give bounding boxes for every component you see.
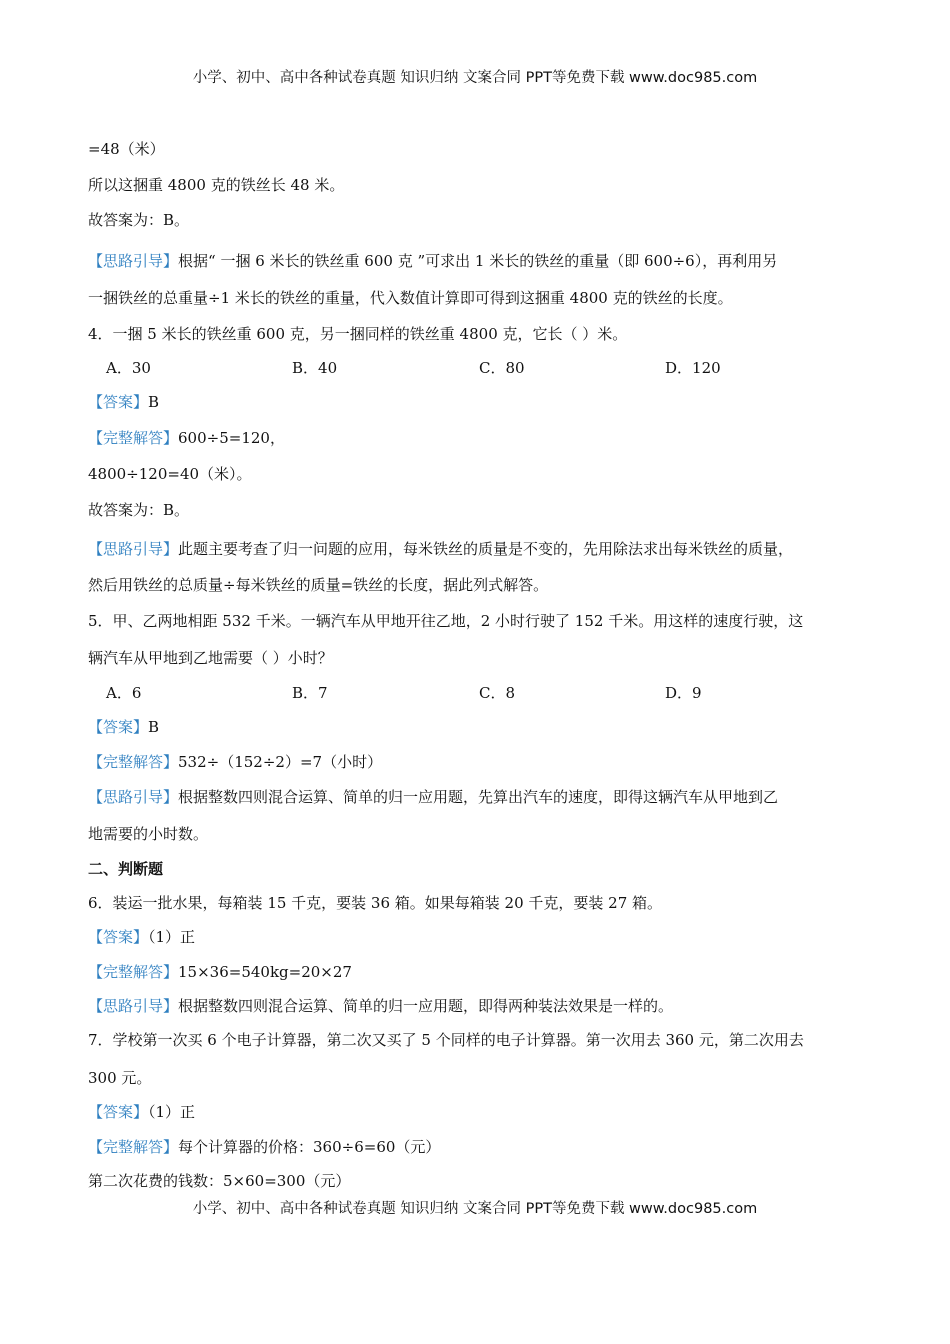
q4-hint-line-1 bbox=[88, 538, 793, 559]
page-header: 小学、初中、高中各种试卷真题 知识归纳 文案合同 PPT等免费下载 www.doc985.com bbox=[192, 70, 758, 86]
q6-hint-text-1: 根据整数四则混合运算、简单的归一应用题，即得两种装法效果是一样的。 bbox=[178, 997, 674, 1015]
q6-solution-text-1: 15×36=540kg=20×27 bbox=[178, 963, 352, 981]
q4-option-a: A．30 bbox=[106, 359, 151, 377]
q7-solution-line-1 bbox=[88, 1136, 440, 1157]
q7-solution-text-1: 每个计算器的价格：360÷6=60（元） bbox=[178, 1138, 441, 1156]
prev-hint-text-1: 根据“ 一捆 6 米长的铁丝重 600 克 ”可求出 1 米长的铁丝的重量（即 600÷6），再利用另 bbox=[178, 252, 778, 270]
q5-answer-value: B bbox=[148, 718, 160, 736]
q4-hint-text-1: 此题主要考查了归一问题的应用，每米铁丝的质量是不变的，先用除法求出每米铁丝的质量， bbox=[178, 540, 794, 558]
q7-solution-line-2: 第二次花费的钱数：5×60=300（元） bbox=[88, 1172, 351, 1190]
q5-stem-line-2: 辆汽车从甲地到乙地需要（ ）小时？ bbox=[88, 649, 333, 667]
q5-option-d: D．9 bbox=[665, 684, 702, 702]
hint-tag: 【思路引导】 bbox=[88, 997, 179, 1015]
q7-stem-line-2: 300 元。 bbox=[88, 1069, 152, 1087]
q5-option-a: A．6 bbox=[106, 684, 142, 702]
prev-hint-line-1 bbox=[88, 250, 777, 271]
q4-option-b: B．40 bbox=[292, 359, 338, 377]
q4-option-d: D．120 bbox=[665, 359, 721, 377]
prev-conclusion: 所以这捆重 4800 克的铁丝长 48 米。 bbox=[88, 176, 345, 194]
q4-solution-line-1 bbox=[88, 427, 285, 448]
q4-hint-line-2: 然后用铁丝的总质量÷每米铁丝的质量=铁丝的长度，据此列式解答。 bbox=[88, 576, 549, 594]
q6-answer bbox=[88, 926, 195, 947]
q4-solution-line-3: 故答案为：B。 bbox=[88, 501, 190, 519]
q5-answer bbox=[88, 716, 159, 737]
q4-answer-value: B bbox=[148, 393, 160, 411]
q5-option-c: C．8 bbox=[479, 684, 516, 702]
hint-tag: 【思路引导】 bbox=[88, 252, 179, 270]
q5-hint-line-2: 地需要的小时数。 bbox=[88, 825, 209, 843]
answer-tag: 【答案】 bbox=[88, 1103, 149, 1121]
solution-tag: 【完整解答】 bbox=[88, 1138, 179, 1156]
q5-solution-line-1 bbox=[88, 751, 382, 772]
q6-hint-line-1 bbox=[88, 995, 673, 1016]
q6-solution-line-1 bbox=[88, 961, 352, 982]
page-footer: 小学、初中、高中各种试卷真题 知识归纳 文案合同 PPT等免费下载 www.doc985.com bbox=[192, 1201, 758, 1217]
q4-answer bbox=[88, 391, 159, 412]
prev-answer-statement: 故答案为：B。 bbox=[88, 211, 190, 229]
prev-hint-line-2: 一捆铁丝的总重量÷1 米长的铁丝的重量，代入数值计算即可得到这捆重 4800 克的铁丝的长度。 bbox=[88, 289, 733, 307]
q4-option-c: C．80 bbox=[479, 359, 525, 377]
answer-tag: 【答案】 bbox=[88, 393, 149, 411]
q5-option-b: B．7 bbox=[292, 684, 328, 702]
hint-tag: 【思路引导】 bbox=[88, 788, 179, 806]
q5-hint-line-1 bbox=[88, 786, 778, 807]
q7-answer-value: （1）正 bbox=[148, 1103, 196, 1121]
q4-solution-line-2: 4800÷120=40（米）。 bbox=[88, 465, 252, 483]
q4-stem: 4．一捆 5 米长的铁丝重 600 克，另一捆同样的铁丝重 4800 克，它长（ ）米。 bbox=[88, 325, 628, 343]
solution-tag: 【完整解答】 bbox=[88, 963, 179, 981]
q5-hint-text-1: 根据整数四则混合运算、简单的归一应用题，先算出汽车的速度，即得这辆汽车从甲地到乙 bbox=[178, 788, 779, 806]
prev-calc-line: =48（米） bbox=[88, 140, 165, 158]
section-title: 二、判断题 bbox=[88, 860, 164, 878]
answer-tag: 【答案】 bbox=[88, 928, 149, 946]
q5-stem-line-1: 5．甲、乙两地相距 532 千米。一辆汽车从甲地开往乙地，2 小时行驶了 152 千米。用这样的速度行驶，这 bbox=[88, 612, 804, 630]
q6-stem: 6．装运一批水果，每箱装 15 千克，要装 36 箱。如果每箱装 20 千克，要装 27 箱。 bbox=[88, 894, 663, 912]
q4-solution-text-1: 600÷5=120， bbox=[178, 429, 285, 447]
solution-tag: 【完整解答】 bbox=[88, 753, 179, 771]
hint-tag: 【思路引导】 bbox=[88, 540, 179, 558]
q7-stem-line-1: 7．学校第一次买 6 个电子计算器，第二次又买了 5 个同样的电子计算器。第一次用去 360 元，第二次用去 bbox=[88, 1031, 804, 1049]
q7-answer bbox=[88, 1101, 195, 1122]
answer-tag: 【答案】 bbox=[88, 718, 149, 736]
solution-tag: 【完整解答】 bbox=[88, 429, 179, 447]
q6-answer-value: （1）正 bbox=[148, 928, 196, 946]
q5-solution-text-1: 532÷（152÷2）=7（小时） bbox=[178, 753, 383, 771]
